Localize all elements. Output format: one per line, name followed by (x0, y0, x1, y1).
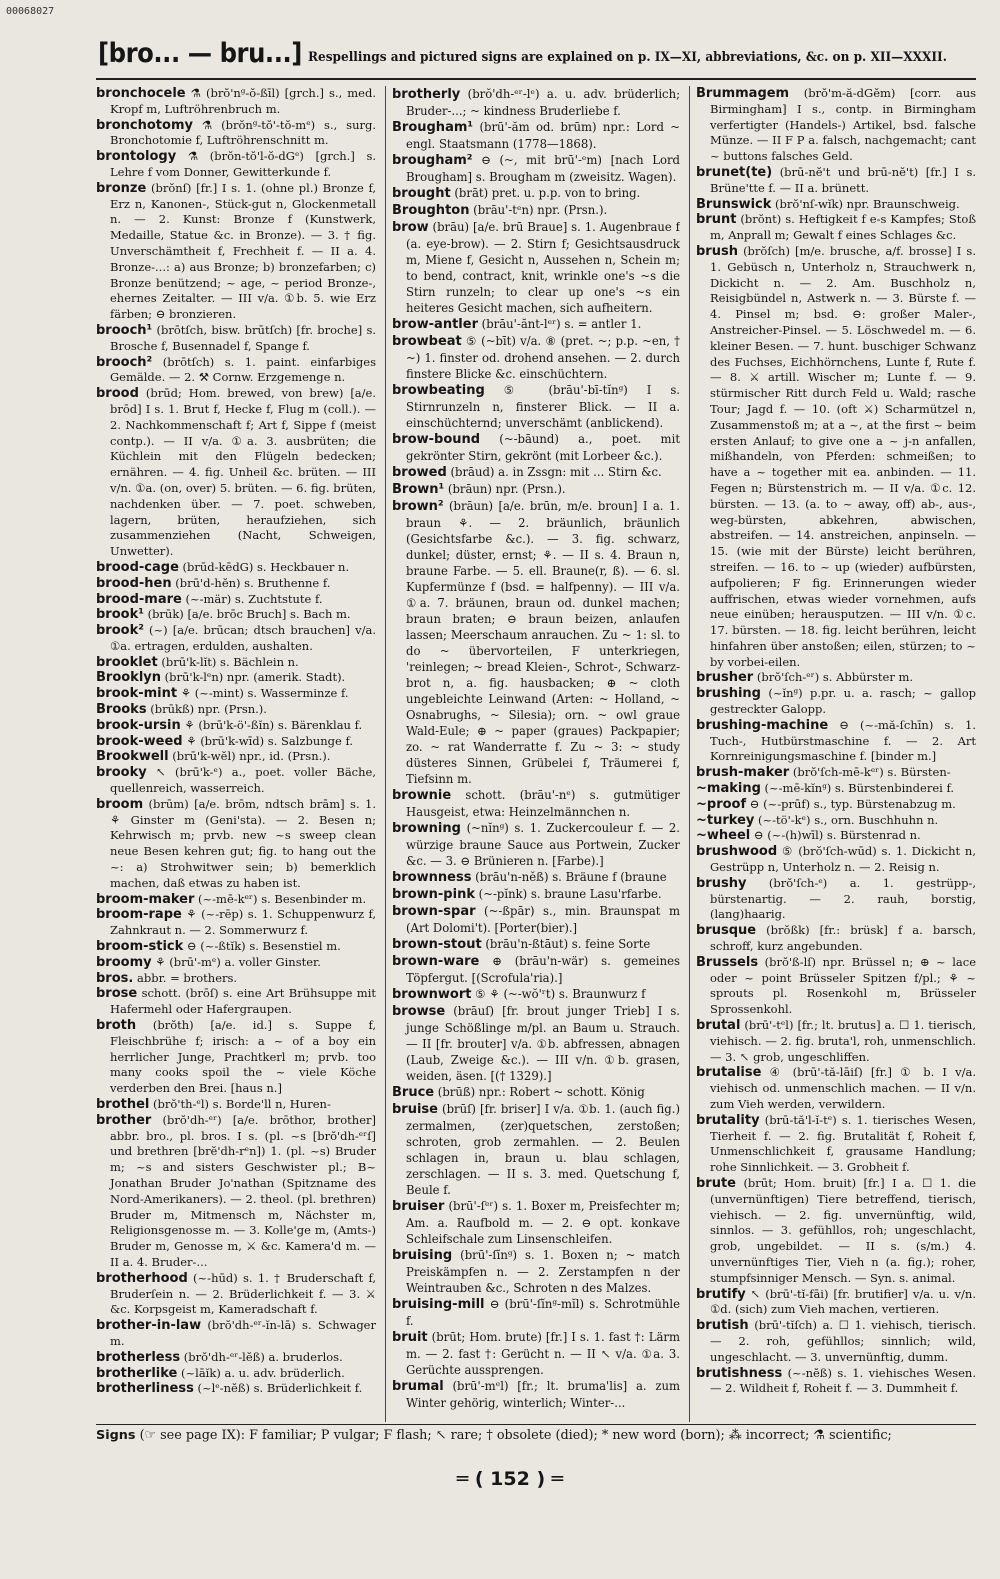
dictionary-entry (392, 382, 680, 431)
dictionary-entry (696, 1366, 976, 1398)
entry-definition: (brū-nĕ't und brū-nĕ't) [fr.] I s. Brüne'tte f. — II a. brünett. (710, 164, 976, 195)
dictionary-entry (96, 718, 376, 734)
dictionary-entry (696, 844, 976, 876)
dictionary-entry (696, 1018, 976, 1065)
entry-definition: (brūkß) npr. (Prsn.). (146, 702, 267, 717)
dictionary-entry (96, 955, 376, 971)
dictionary-entry (696, 165, 976, 197)
entry-definition: (brŏ'dh-ᵉʳ-lᵉ) a. u. adv. brüderlich; Bruder-...; ~ kindness Bruderliebe f. (406, 87, 680, 118)
column-divider (689, 86, 690, 1422)
signs-text: (☞ see page IX): F familiar; P vulgar; Ϝ flash; ↖ rare; † obsolete (died); * new word (born); ⁂ incorrect; ⚗ scientific; (135, 1428, 892, 1443)
signs-legend (96, 1428, 976, 1443)
entry-definition: (~-bāund) a., poet. mit gekrönter Stirn, gekrönt (mit Lorbeer &c.). (406, 432, 680, 463)
dictionary-entry (392, 1084, 680, 1101)
entry-headword: brown-stout (392, 937, 482, 952)
dictionary-entry (392, 886, 680, 903)
entry-definition: ↖ (brū'-tĭ-fāi) [fr. brutifier] v/a. u. v/n. ①d. (sich) zum Vieh machen, vertieren. (710, 1286, 976, 1317)
dictionary-entry (96, 939, 376, 955)
entry-definition: (brū-tă'l-ĭ-tᵉ) s. 1. tierisches Wesen, Tierheit f. — 2. fig. Brutalität f, Roheit f, Unmenschlichkeit f, grausame Handlung; rohe Sinnlichkeit. — 3. Grobheit f. (710, 1112, 976, 1175)
dictionary-entry (96, 1097, 376, 1113)
dictionary-entry (392, 1198, 680, 1247)
entry-headword: brotherlike (96, 1365, 178, 1381)
dictionary-entry (696, 781, 976, 797)
entry-headword: brutish (696, 1318, 749, 1334)
entry-definition: (brāt) pret. u. p.p. von to bring. (450, 186, 641, 200)
entry-headword: Broughton (392, 203, 470, 218)
entry-headword: brunt (696, 212, 737, 228)
entry-definition: (brŏ'ſch-mē-kᵉʳ) s. Bürsten- (789, 765, 951, 780)
dictionary-entry (96, 1271, 376, 1318)
entry-definition: ⚘ (~-mint) s. Wasserminze f. (177, 686, 349, 701)
entry-headword: brotherliness (96, 1381, 194, 1397)
entry-definition: (brūt; Hom. brute) [fr.] I s. 1. fast †: Lärm m. — 2. fast †: Gerücht n. — II ↖ v/a. ①a. 3. Gerüchte aussprengen. (406, 1330, 680, 1377)
dictionary-entry (96, 1018, 376, 1097)
entry-headword: bruising-mill (392, 1297, 485, 1312)
dictionary-entry (696, 212, 976, 244)
dictionary-entry (96, 670, 376, 686)
dictionary-entry (96, 576, 376, 592)
entry-definition: (~) [a/e. brūcan; dtsch brauchen] v/a. ①a. ertragen, erdulden, aushalten. (110, 623, 376, 653)
entry-headword: brooch¹ (96, 322, 153, 338)
entry-definition: ⚘ (~-rēp) s. 1. Schuppenwurz f, Zahnkraut n. — 2. Sommerwurz f. (110, 907, 376, 938)
dictionary-entry (96, 560, 376, 576)
entry-definition: ⑤ ⚘ (~-wŏ'ʳt) s. Braunwurz f (471, 987, 646, 1001)
entry-definition: (brŏ'm-ă-dGĕm) [corr. aus Birmingham] I s., contp. in Birmingham verfertigter (Handels-) Artikel, bsd. falsche Münze. — II F P a. falsch, nachgemacht; cant ~ buttons falsches Geld. (710, 86, 976, 164)
entry-headword: brunet(te) (696, 164, 773, 180)
entry-headword: browse (392, 1004, 446, 1019)
entry-definition: ⑤ (brāu'-bī-tĭnᵍ) I s. Stirnrunzeln n, finsterer Blick. — II a. einschüchternd; unverschämt (anblickend). (406, 383, 680, 430)
entry-definition: (~-tö'-kᵉ) s., orn. Buschhuhn n. (754, 812, 939, 827)
dictionary-entry (392, 1378, 680, 1411)
entry-headword: brownwort (392, 987, 472, 1002)
entry-headword: broom-maker (96, 891, 195, 907)
entry-headword: ~making (696, 781, 761, 797)
entry-definition: (brūk) [a/e. brōc Bruch] s. Bach m. (143, 607, 351, 622)
entry-headword: brontology (96, 149, 177, 165)
entry-headword: brownness (392, 870, 472, 885)
entry-headword: Brummagem (696, 86, 790, 101)
entry-definition: (brū'-tĭſch) a. ☐ 1. viehisch, tierisch. — 2. roh, gefühllos; sinnlich; wild, ungeschlacht. — 3. unvernünftig, dumm. (710, 1318, 976, 1364)
dictionary-entry (96, 118, 376, 150)
entry-definition: (brŏſch) [m/e. brusche, a/f. brosse] I s. 1. Gebüsch n, Unterholz n, Strauchwerk n, Dickicht n. — 2. Am. Buschholz n, Reisigbündel n, Astwerk n. — 3. Bürste f. — 4. Pinsel m; bsd. ⊖: großer Maler-, Anstreicher-Pinsel. — 5. Löschwedel m. — 6. kleiner Besen. — 7. hunt. buschiger Schwanz des Fuchses, Eichhörnchens, Lunte f, Rute f. — 8. ⚔ artill. Wischer m; Lunte f. — 9. stürmischer Ritt durch Feld u. Wald; rasche Tour; Jagd f. — 10. (oft ⚔) Scharmützel n, Zusammenstoß m; at a ~, at the first ~ beim ersten Anlauf; to give one a ~ j-n anfallen, mißhandeln, von Pferden: schmeißen; to have a ~ together mit ea. anbinden. — 11. Fegen n; Bürstenstrich m. — II v/a. ①c. 12. bürsten. — 13. (a. to ~ away, off) ab-, aus-, weg-bürsten, abkehren, abwischen, abstreifen. — 14. anstreichen, anpinseln. — 15. (wie mit der Bürste) leicht berühren, streifen. — 16. to ~ up (wieder) aufbürsten, aufpolieren; F fig. Erinnerungen wieder auffrischen, etwas wieder vornehmen, aufs neue einüben; herausputzen. — III v/n. ①c. 17. bürsten. — 18. fig. leicht berühren, leicht hinfahren über anstoßen; eilen, stürzen; to ~ by vorbei-eilen. (710, 243, 976, 669)
entry-headword: browning (392, 821, 461, 836)
dictionary-entry (96, 1381, 376, 1397)
dictionary-entry (96, 907, 376, 939)
dictionary-entry (96, 986, 376, 1018)
entry-definition: (brūſ) [fr. briser] I v/a. ①b. 1. (auch fig.) zermalmen, (zer)quetschen, zerstoßen; schroten, grob zermahlen. — 2. Beulen schlagen in, braun u. blau schlagen, zerschlagen. — II s. 3. med. Quetschung f, Beule f. (406, 1102, 680, 1197)
dictionary-entry (392, 333, 680, 382)
entry-definition: (brāun) npr. (Prsn.). (444, 482, 566, 496)
dictionary-entry (392, 1101, 680, 1198)
dictionary-entry (392, 1296, 680, 1329)
entry-definition: (brŏ'nſ-wĭk) npr. Braunschweig. (771, 196, 960, 211)
entry-definition: (~nĭnᵍ) s. 1. Zuckercouleur f. — 2. würzige braune Sauce aus Portwein, Zucker &c. — 3. ⊖ Brünieren n. [Farbe).] (406, 821, 680, 868)
dictionary-entry (696, 1065, 976, 1112)
entry-definition: (brŏ'dh-ᵉʳ-ĭn-lā) s. Schwager m. (110, 1318, 376, 1348)
entry-headword: bruit (392, 1330, 428, 1345)
entry-headword: brush (696, 243, 738, 259)
entry-definition: (brāu'n-nĕß) s. Bräune f (braune (471, 870, 667, 884)
entry-headword: brown-pink (392, 887, 475, 902)
page-header (96, 38, 976, 80)
dictionary-entry (392, 1247, 680, 1296)
entry-definition: ⊖ (~, mit brū'-ᵉm) [nach Lord Brougham] s. Brougham m (zweisitz. Wagen). (406, 153, 680, 184)
dictionary-entry (96, 686, 376, 702)
entry-definition: ⊖ (~-ßtĭk) s. Besenstiel m. (183, 939, 341, 954)
entry-definition: (brāu'n-ßtāut) s. feine Sorte (481, 937, 651, 951)
entry-headword: brutal (696, 1018, 741, 1034)
entry-headword: Brooks (96, 702, 147, 718)
entry-headword: brotherless (96, 1349, 181, 1365)
entry-headword: brusque (696, 923, 757, 939)
entry-definition: (~-mē-kĭnᵍ) s. Bürstenbinderei f. (760, 781, 954, 796)
dictionary-entry (96, 86, 376, 118)
header-note: Respellings and pictured signs are explained on p. IX—XI, abbreviations, &c. on p. XII—XXXII. (308, 50, 947, 65)
entry-headword: Brunswick (696, 196, 772, 212)
entry-definition: (brū'-ăm od. brūm) npr.: Lord ~ engl. Staatsmann (1778—1868). (406, 120, 680, 151)
dictionary-entry (392, 152, 680, 185)
entry-headword: bronze (96, 180, 147, 196)
entry-headword: brooch² (96, 354, 153, 370)
entry-headword: Bruce (392, 1085, 435, 1100)
entry-headword: brook-mint (96, 686, 178, 702)
dictionary-entry (696, 797, 976, 813)
column-1 (96, 86, 376, 1422)
entry-headword: brusher (696, 670, 754, 686)
entry-definition: (brū'k-wĕl) npr., id. (Prsn.). (168, 749, 331, 764)
dictionary-entry (696, 828, 976, 844)
dictionary-entry (96, 734, 376, 750)
column-2 (392, 86, 680, 1422)
dictionary-entry (392, 316, 680, 333)
page-id: 00068027 (6, 6, 55, 17)
entry-definition: ④ (brū'-tă-lāiſ) [fr.] ① b. I v/a. viehisch od. unmenschlich machen. — II v/n. zum Vieh werden, verwildern. (710, 1065, 976, 1111)
entry-headword: Brown¹ (392, 482, 445, 497)
entry-headword: brotherhood (96, 1270, 188, 1286)
dictionary-entry (392, 787, 680, 820)
entry-definition: (brŏ'ß-lſ) npr. Brüssel n; ⊕ ~ lace oder ~ point Brüsseler Spitzen f/pl.; ⚘ ~ sprouts pl. Rosenkohl m, Brüsseler Sprossenkohl. (710, 954, 976, 1017)
entry-definition: ⚗ (brŏn-tŏ'l-ŏ-dGᵉ) [grch.] s. Lehre f vom Donner, Gewitterkunde f. (110, 149, 376, 179)
entry-headword: brood-mare (96, 591, 182, 607)
entry-definition: (~-hūd) s. 1. † Bruderschaft f, Bruderſein n. — 2. Brüderlichkeit f. — 3. ⚔ &c. Korpsgeist m, Kameradschaft f. (110, 1270, 376, 1317)
page-number: ═ ( 152 ) ═ (456, 1468, 564, 1490)
entry-headword: brothel (96, 1097, 150, 1112)
entry-headword: broth (96, 1018, 137, 1034)
entry-headword: brown-ware (392, 954, 480, 969)
dictionary-entry (696, 244, 976, 671)
entry-headword: brood (96, 386, 139, 402)
entry-headword: brow-antler (392, 317, 478, 332)
entry-definition: schott. (brōſ) s. eine Art Brühsuppe mit Hafermehl oder Hafergraupen. (110, 986, 376, 1017)
entry-headword: brush-maker (696, 765, 790, 781)
dictionary-entry (392, 986, 680, 1003)
entry-headword: ~proof (696, 796, 747, 812)
entry-definition: (brāud) a. in Zssgn: mit ... Stirn &c. (446, 465, 662, 479)
entry-headword: brother-in-law (96, 1318, 202, 1334)
entry-headword: bruise (392, 1102, 438, 1117)
entry-definition: (brūd; Hom. brewed, von brew) [a/e. brōd] I s. 1. Brut f, Hecke f, Flug m (coll.). — 2. Nachkommenschaft f; Art f, Sippe f (meist contp.). — II v/a. ①a. 3. ausbrüten; die Küchlein mit den Flügeln bedecken; ernähren. — 4. fig. Unheil &c. brüten. — III v/n. ①a. (on, over) 5. brüten. — 6. fig. brüten, nachdenken über. — 7. poet. schweben, lagern, brüten, heraufziehen, sich zusammenziehen (Nacht, Schweigen, Unwetter). (110, 386, 376, 559)
entry-headword: brown² (392, 499, 444, 514)
entry-headword: brotherly (392, 87, 461, 102)
dictionary-entry (696, 670, 976, 686)
dictionary-entry (392, 1003, 680, 1084)
entry-headword: brushwood (696, 844, 778, 860)
dictionary-columns (96, 86, 976, 1422)
entry-headword: brute (696, 1175, 737, 1191)
entry-headword: brought (392, 186, 451, 201)
entry-definition: (brū'-mᵉl) [fr.; lt. bruma'lis] a. zum Winter gehörig, winterlich; Winter-... (406, 1379, 680, 1410)
entry-definition: (~-mē-kᵉʳ) s. Besenbinder m. (194, 891, 367, 906)
entry-headword: broom-rape (96, 907, 182, 923)
dictionary-entry (96, 607, 376, 623)
entry-headword: brooky (96, 765, 147, 781)
entry-headword: bros. (96, 970, 134, 986)
entry-headword: Brougham¹ (392, 120, 474, 135)
column-divider (385, 86, 386, 1422)
entry-definition: (brāu'-ănt-lᵉʳ) s. = antler 1. (477, 317, 642, 331)
entry-definition: (brŏ'dh-ᵉʳ-lĕß) a. bruderlos. (180, 1349, 343, 1364)
entry-headword: ~turkey (696, 812, 755, 828)
dictionary-entry (696, 955, 976, 1018)
entry-definition: (brū'-tᵉl) [fr.; lt. brutus] a. ☐ 1. tierisch, viehisch. — 2. fig. bruta'l, roh, unmenschlich. — 3. ↖ grob, ungeschliffen. (710, 1018, 976, 1064)
entry-definition: (brū'-ſᵉʳ) s. 1. Boxer m, Preisfechter m; Am. a. Raufbold m. — 2. ⊖ opt. konkave Schleifschale zum Linsenschleifen. (406, 1199, 680, 1246)
dictionary-entry (392, 464, 680, 481)
dictionary-entry (392, 219, 680, 316)
entry-definition: ⚘ (brū'k-ö'-ßĭn) s. Bärenklau f. (180, 717, 363, 732)
entry-definition: (brŏth) [a/e. id.] s. Suppe f, Fleischbrühe f; irisch: a ~ of a boy ein herrlicher Junge, Prachtkerl m; prvb. too many cooks spoil the ~ viele Köche verderben den Brei. [haus n.] (110, 1018, 376, 1096)
dictionary-entry (96, 797, 376, 892)
entry-definition: ⊕ (brāu'n-wär) s. gemeines Töpfergut. [(Scrofula'ria).] (406, 954, 680, 985)
dictionary-entry (96, 355, 376, 387)
entry-headword: browbeat (392, 334, 462, 349)
dictionary-entry (392, 481, 680, 498)
running-head: [bro... — bru...] (98, 38, 302, 69)
entry-headword: brook-ursin (96, 717, 181, 733)
dictionary-entry (696, 765, 976, 781)
entry-headword: brushing (696, 686, 761, 702)
entry-definition: (brŏ'ſch-ᵉʳ) s. Abbürster m. (753, 670, 914, 685)
entry-headword: brushing-machine (696, 717, 829, 733)
entry-definition: (~-ßpār) s., min. Braunspat m (Art Dolomi't). [Porter(bier).] (406, 904, 680, 935)
entry-headword: bronchotomy (96, 117, 193, 133)
dictionary-entry (96, 1366, 376, 1382)
entry-headword: brumal (392, 1379, 444, 1394)
entry-definition: (brūß) npr.: Robert ~ schott. König (434, 1085, 645, 1099)
entry-definition: (brŏnſ) [fr.] I s. 1. (ohne pl.) Bronze f, Erz n, Kanonen-, Stück-gut n, Glockenmetall n. — 2. Kunst: Bronze f (Kunstwerk, Medaille, Statue &c. in Bronze). — 3. † fig. Unverschämtheit f, Frechheit f. — II a. 4. Bronze-...: a) aus Bronze; b) bronzefarben; c) Bronze benützend; ~ age, ~ period Bronze-, ehernes Zeitalter. — III v/a. ①b. 5. wie Erz färben; ⊖ bronzieren. (110, 180, 376, 322)
dictionary-entry (392, 1329, 680, 1378)
entry-definition: (~ĭnᵍ) p.pr. u. a. rasch; ~ gallop gestreckter Galopp. (710, 686, 976, 717)
entry-headword: browed (392, 465, 447, 480)
footer-rule (96, 1424, 976, 1425)
entry-headword: Brookwell (96, 749, 169, 765)
entry-headword: brutalise (696, 1065, 762, 1081)
entry-headword: brow (392, 220, 429, 235)
entry-definition: abbr. = brothers. (133, 970, 238, 985)
dictionary-entry (96, 1318, 376, 1350)
dictionary-entry (96, 386, 376, 560)
dictionary-entry (696, 197, 976, 213)
dictionary-entry (96, 765, 376, 797)
dictionary-entry (96, 149, 376, 181)
entry-definition: ⑤ (~bīt) v/a. ⑧ (pret. ~; p.p. ~en, † ~) 1. finster od. drohend ansehen. — 2. durch finstere Blicke &c. einschüchtern. (406, 334, 680, 381)
entry-definition: (~-nĕß) s. 1. viehisches Wesen. — 2. Wildheit f, Roheit f. — 3. Dummheit f. (710, 1365, 976, 1396)
entry-definition: (brū'k-lᵉn) npr. (amerik. Stadt). (161, 670, 346, 685)
entry-headword: brood-hen (96, 575, 172, 591)
entry-definition: ⊖ (~-prūf) s., typ. Bürstenabzug m. (746, 796, 956, 811)
dictionary-entry (392, 869, 680, 886)
entry-headword: brose (96, 986, 138, 1002)
dictionary-entry (96, 892, 376, 908)
entry-headword: brougham² (392, 153, 473, 168)
dictionary-entry (392, 498, 680, 787)
signs-label: Signs (96, 1428, 136, 1443)
dictionary-entry (392, 119, 680, 152)
entry-headword: Brooklyn (96, 670, 162, 686)
dictionary-entry (696, 86, 976, 165)
entry-headword: brook² (96, 623, 144, 639)
entry-definition: (brōtſch) s. 1. paint. einfarbiges Gemälde. — 2. ⚒ Cornw. Erzgemenge n. (110, 354, 376, 385)
entry-definition: (~-mär) s. Zuchtstute f. (181, 591, 323, 606)
dictionary-entry (96, 1113, 376, 1271)
entry-definition: ⚗ (brŏnᵍ-tŏ'-tŏ-mᵉ) s., surg. Bronchotomie f, Luftröhrenschnitt m. (110, 117, 376, 148)
column-3 (696, 86, 976, 1422)
dictionary-entry (696, 923, 976, 955)
entry-headword: bruising (392, 1248, 453, 1263)
entry-definition: (brŏßk) [fr.: brüsk] f a. barsch, schroff, kurz angebunden. (710, 923, 976, 954)
entry-headword: broom (96, 796, 144, 812)
dictionary-entry (392, 903, 680, 936)
entry-definition: (brū'd-hĕn) s. Bruthenne f. (171, 575, 331, 590)
entry-headword: brother (96, 1112, 152, 1128)
entry-headword: brutishness (696, 1365, 783, 1381)
dictionary-entry (96, 655, 376, 671)
dictionary-entry (392, 431, 680, 464)
entry-definition: ⊖ (brū'-ſĭnᵍ-mĭl) s. Schrotmühle f. (406, 1297, 680, 1328)
entry-definition: ⚘ (brū'-mᵉ) a. voller Ginster. (151, 954, 321, 969)
dictionary-entry (392, 86, 680, 119)
entry-headword: brutality (696, 1112, 760, 1128)
entry-headword: Brussels (696, 954, 759, 970)
entry-definition: (brŏ'th-ᵉl) s. Borde'll n, Huren- (149, 1097, 331, 1111)
dictionary-entry (392, 936, 680, 953)
entry-definition: (~-pĭnk) s. braune Lasu'rfarbe. (474, 887, 662, 901)
dictionary-entry (696, 718, 976, 765)
entry-headword: brown-spar (392, 904, 476, 919)
dictionary-entry (392, 185, 680, 202)
dictionary-entry (696, 1287, 976, 1319)
dictionary-entry (696, 686, 976, 718)
entry-definition: (~lāĭk) a. u. adv. brüderlich. (177, 1365, 345, 1380)
entry-definition: (brūt; Hom. bruit) [fr.] I a. ☐ 1. die (unvernünftigen) Tiere betreffend, tierisch, viehisch. — 2. fig. unvernünftig, wild, sinnlos. — 3. gefühllos, roh; ungeschlacht, grob, ungebildet. — II s. (s/m.) 4. unvernünftiges Tier, Vieh n (a. fig.); roher, stumpfsinniger Mensch. — Syn. s. animal. (710, 1175, 976, 1285)
entry-definition: (brāu) [a/e. brū Braue] s. 1. Augenbraue f (a. eye-brow). — 2. Stirn f; Gesichtsausdruck m, Miene f, Gesicht n, Aussehen n, Schein m; to bend, contract, knit, wrinkle one's ~s die Stirn runzeln; to clear up one's ~s ein heiteres Gesicht machen, sich aufheitern. (406, 220, 680, 315)
dictionary-entry (392, 953, 680, 986)
dictionary-entry (96, 1350, 376, 1366)
entry-definition: (brŏ'ſch-ᵉ) a. 1. gestrüpp-, bürstenartig. — 2. rauh, borstig, (lang)haarig. (710, 875, 976, 922)
entry-definition: (brū'k-lĭt) s. Bächlein n. (157, 654, 299, 669)
entry-definition: (brū'-ſĭnᵍ) s. 1. Boxen n; ~ match Preiskämpfen n. — 2. Zerstampfen n der Weintrauben &c., Schroten n des Malzes. (406, 1248, 680, 1295)
entry-definition: ⊖ (~-(h)wīl) s. Bürstenrad n. (750, 828, 921, 843)
entry-headword: brood-cage (96, 559, 179, 575)
entry-definition: ⑤ (brŏ'ſch-wūd) s. 1. Dickicht n, Gestrüpp n, Unterholz n. — 2. Reisig n. (710, 844, 976, 875)
entry-definition: ⊖ (~-mă-ſchīn) s. 1. Tuch-, Hutbürstmaschine f. — 2. Art Kornreinigungsmaschine f. [binder m.] (710, 717, 976, 764)
dictionary-entry (696, 1113, 976, 1176)
dictionary-entry (392, 820, 680, 869)
entry-headword: brooklet (96, 654, 158, 670)
entry-headword: brushy (696, 875, 747, 891)
dictionary-entry (96, 971, 376, 987)
entry-definition: ⚘ (brū'k-wīd) s. Salzbunge f. (182, 733, 353, 748)
entry-headword: broom-stick (96, 939, 184, 955)
entry-headword: brow-bound (392, 432, 481, 447)
dictionary-entry (96, 749, 376, 765)
entry-definition: ⚗ (brŏ'nᵍ-ŏ-ßīl) [grch.] s., med. Kropf m, Luftröhrenbruch m. (110, 86, 376, 116)
entry-definition: (~lᵉ-nĕß) s. Brüderlichkeit f. (193, 1381, 363, 1396)
entry-headword: browbeating (392, 383, 485, 398)
entry-headword: ~wheel (696, 828, 751, 844)
dictionary-entry (96, 702, 376, 718)
entry-headword: bronchocele (96, 86, 186, 101)
entry-definition: (brōtſch, bisw. brūtſch) [fr. broche] s. Brosche f, Busennadel f, Spange f. (110, 322, 376, 353)
entry-headword: brook¹ (96, 607, 144, 623)
dictionary-entry (96, 181, 376, 323)
dictionary-entry (392, 202, 680, 219)
entry-definition: (brāu'-tᵉn) npr. (Prsn.). (469, 203, 608, 217)
entry-headword: brownie (392, 788, 452, 803)
dictionary-entry (96, 323, 376, 355)
dictionary-entry (96, 623, 376, 655)
dictionary-entry (96, 592, 376, 608)
entry-definition: schott. (brāu'-nᵉ) s. gutmütiger Hausgeist, etwa: Heinzelmännchen n. (406, 788, 680, 819)
entry-headword: bruiser (392, 1199, 445, 1214)
entry-headword: brutify (696, 1286, 746, 1302)
entry-headword: brook-weed (96, 733, 183, 749)
entry-definition: (brāun) [a/e. brūn, m/e. broun] I a. 1. braun ⚘. — 2. bräunlich, bräunlich (Gesichtsfarbe &c.). — 3. fig. schwarz, dunkel; düster, ernst; ⚘. — II s. 4. Braun n, braune Farbe. — 5. ell. Braune(r, ß). — 6. sl. Kupfermünze f (bsd. = halfpenny). — III v/a. ①a. 7. bräunen, braun od. dunkel machen; braun braten; ⊖ braun beizen, anlaufen lassen; Meerschaum anrauchen. Zu ~ 1: sl. to do ~ übervorteilen, F unterkriegen, 'reinlegen; ~ bread Kleien-, Schrot-, Schwarz-brot n, a. fig. hausbacken; ⊕ ~ cloth ungebleichte Leinwand (Arten: ~ Holland, ~ Osnabrughs, ~ Silesia); orn. ~ owl graue Wald-Eule; ⊕ ~ paper (graues) Packpapier; zo. ~ rat Wanderratte f. Zu ~ 3: ~ study düsteres Sinnen, Grübelei f, Träumerei f, Tiefsinn m. (406, 499, 680, 786)
entry-headword: broomy (96, 954, 152, 970)
dictionary-entry (696, 813, 976, 829)
dictionary-entry (696, 1318, 976, 1365)
dictionary-entry (696, 876, 976, 923)
entry-definition: (brŏ'dh-ᵉʳ) [a/e. brōthor, brother] abbr. bro., pl. bros. I s. (pl. ~s [brŏ'dh-ᵉʳſ] und brethren [brĕ'dh-rᵉn]) 1. (pl. ~s) Bruder m; ~s and sisters Geschwister pl.; B~ Jonathan Bruder Jo'nathan (Spitzname des Nord-Amerikaners). — 2. theol. (pl. brethren) Bruder m, Mitmensch m, Nächster m, Religionsgenosse m. — 3. Kolle'ge m, (Amts-) Bruder m, Genosse m, ⚔ &c. Kamera'd m. — II a. 4. Bruder-... (110, 1112, 376, 1269)
entry-definition: (brūd-kēdG) s. Heckbauer n. (178, 559, 350, 574)
entry-definition: (brāuſ) [fr. brout junger Trieb] I s. junge Schößlinge m/pl. an Baum u. Strauch. — II [fr. brouter] v/a. ①b. abfressen, abnagen (Laub, Zweige &c.). — III v/n. ①b. grasen, weiden, äsen. [(† 1329).] (406, 1004, 680, 1083)
dictionary-entry (696, 1176, 976, 1287)
entry-definition: (brŏnt) s. Heftigkeit f e-s Kampfes; Stoß m, Anprall m; Gewalt f eines Schlages &c. (710, 212, 976, 243)
entry-definition: (brūm) [a/e. brōm, ndtsch brām] s. 1. ⚘ Ginster m (Geni'sta). — 2. Besen n; Kehrwisch m; prvb. new ~s sweep clean neue Besen kehren gut; fig. to hang out the ~: a) Strohwitwer sein; b) bemerklich machen, daß etwas zu haben ist. (110, 796, 376, 890)
entry-definition: ↖ (brū'k-ᵉ) a., poet. voller Bäche, quellenreich, wasserreich. (110, 765, 376, 796)
